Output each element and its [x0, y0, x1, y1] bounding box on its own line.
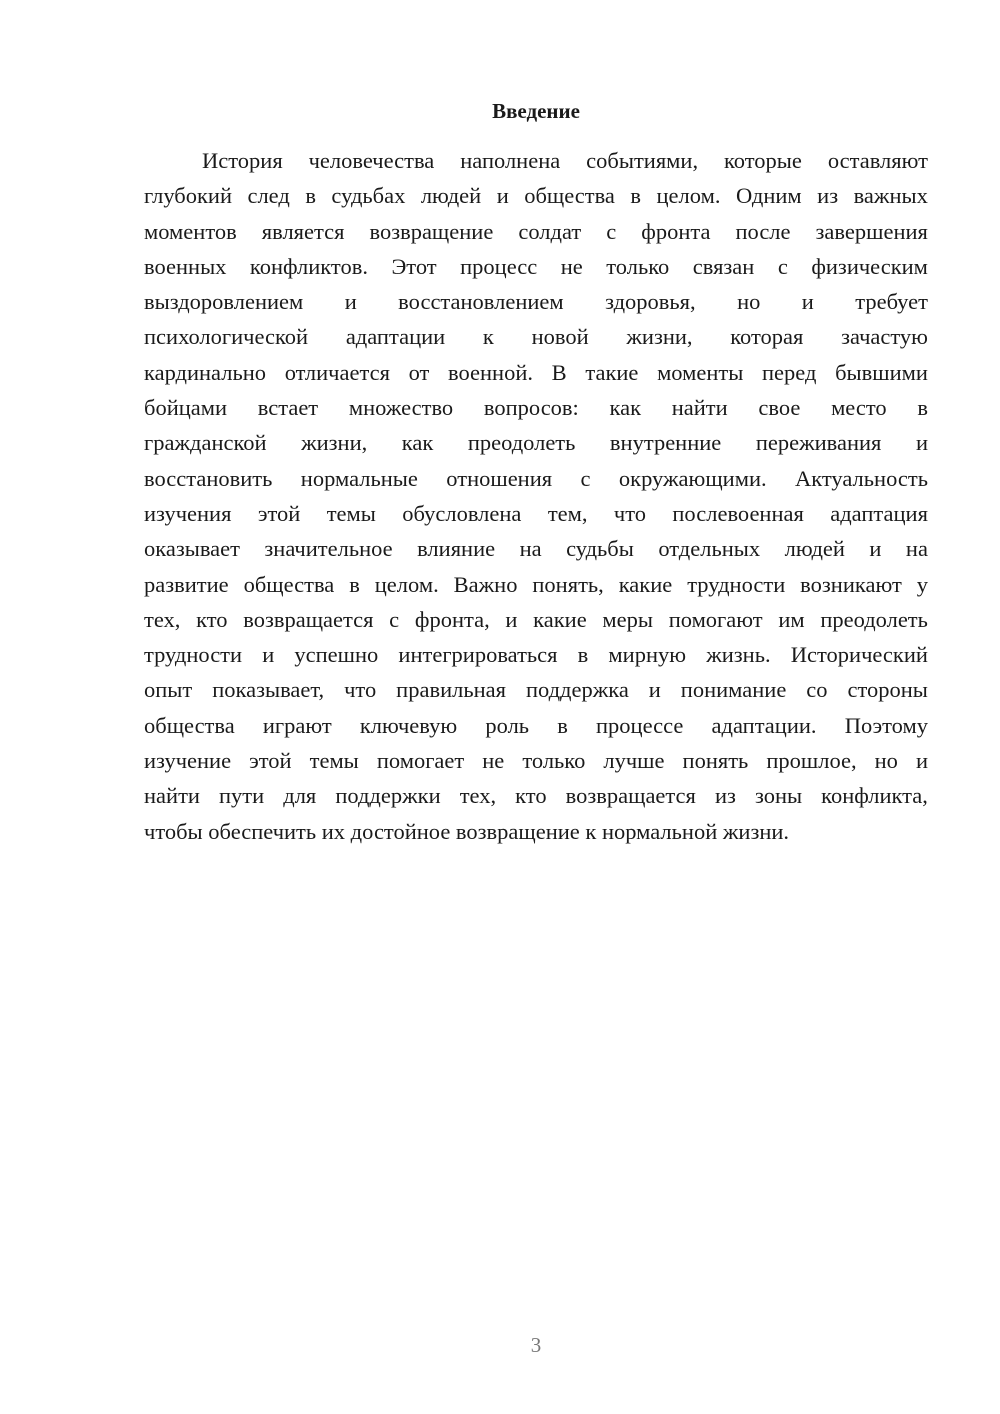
word: общества [243, 571, 335, 597]
word: преодолеть [820, 606, 928, 632]
word: развитие [144, 571, 229, 597]
word: понять, [532, 571, 604, 597]
word: зоны [754, 783, 803, 809]
word: и [869, 536, 882, 562]
word: возвращается [565, 783, 696, 809]
word: обусловлена [402, 500, 522, 526]
word: но [737, 289, 761, 315]
word: и [344, 289, 357, 315]
page-number: 3 [530, 1333, 542, 1357]
word: как [401, 430, 434, 456]
word: адаптации [345, 324, 446, 350]
word: завершения [815, 218, 928, 244]
word: из [714, 783, 736, 809]
word: бывшими [835, 359, 928, 385]
word: с [777, 253, 788, 279]
word: изучения [144, 500, 232, 526]
word: множество [348, 395, 454, 421]
word: роль [485, 712, 530, 738]
word: целом. [374, 571, 439, 597]
word: тем, [547, 500, 588, 526]
word: правильная [396, 677, 506, 703]
word: из [817, 183, 839, 209]
word: которые [724, 148, 802, 173]
paragraph-line [144, 355, 928, 390]
word: солдат [518, 218, 582, 244]
word: стороны [847, 677, 928, 703]
paragraph-line [144, 425, 928, 460]
word: что [344, 677, 377, 703]
word: мирную [608, 642, 687, 668]
word: какие [533, 606, 587, 632]
paragraph-last-line: чтобы обеспечить их достойное возвращение к нормальной жизни. [144, 818, 790, 844]
word: тех, [459, 783, 497, 809]
word: и [648, 677, 661, 703]
word: понимание [680, 677, 787, 703]
word: к [482, 324, 494, 350]
word: окружающими. [618, 465, 767, 491]
word: кардинально [144, 359, 267, 385]
word: возвращается [243, 606, 374, 632]
word: успешно [294, 642, 379, 668]
word: психологической [144, 324, 309, 350]
word: является [261, 218, 345, 244]
word: и [915, 748, 928, 774]
word: адаптация [830, 500, 928, 526]
word: и [801, 289, 814, 315]
word: внутренние [609, 430, 722, 456]
word: отдельных [658, 536, 761, 562]
word: как [609, 395, 642, 421]
word: вопросов: [483, 395, 579, 421]
word: Исторический [790, 642, 928, 668]
word: след [247, 183, 290, 209]
word: что [613, 500, 646, 526]
word: пути [219, 783, 265, 809]
word: важных [853, 183, 928, 209]
word: свое [758, 395, 801, 421]
paragraph-line [144, 637, 928, 672]
paragraph-line [144, 531, 928, 566]
word: новой [531, 324, 589, 350]
word: кто [515, 783, 547, 809]
word: общества [524, 183, 615, 209]
word: моменты [657, 359, 744, 385]
word: возникают [800, 571, 902, 597]
word: жизни, [301, 430, 368, 456]
word: жизнь. [706, 642, 771, 668]
word: и [915, 430, 928, 456]
word: с [606, 218, 617, 244]
paragraph-line [144, 214, 928, 249]
word: только [522, 748, 586, 774]
word: но [874, 748, 898, 774]
word: отношения [446, 465, 553, 491]
word: выздоровлением [144, 289, 304, 315]
word: процесс [460, 253, 538, 279]
word: связан [692, 253, 755, 279]
word: прошлое, [766, 748, 857, 774]
word: темы [309, 748, 359, 774]
word: фронта [641, 218, 711, 244]
word: здоровья, [605, 289, 696, 315]
word: трудности [687, 571, 786, 597]
word: влияние [417, 536, 496, 562]
word: оставляют [827, 148, 928, 173]
word: Важно [453, 571, 518, 597]
word: поддержка [525, 677, 629, 703]
word: адаптации. [711, 712, 817, 738]
paragraph-line [144, 390, 928, 425]
word: найти [671, 395, 728, 421]
word: фронта, [414, 606, 490, 632]
paragraph-line [144, 496, 928, 531]
word: играют [262, 712, 332, 738]
word: у [916, 571, 928, 597]
word: место [831, 395, 887, 421]
paragraph-line [144, 284, 928, 319]
word: на [519, 536, 542, 562]
word: наполнена [460, 148, 561, 173]
word: и [262, 642, 275, 668]
word: жизни, [626, 324, 693, 350]
word: В [551, 359, 567, 385]
word: помогает [376, 748, 465, 774]
word: преодолеть [467, 430, 576, 456]
word: не [482, 748, 505, 774]
word: встает [257, 395, 319, 421]
word: перед [762, 359, 817, 385]
paragraph-line [144, 672, 928, 707]
word: переживания [755, 430, 882, 456]
word: в [349, 571, 360, 597]
word: целом. [656, 183, 721, 209]
word: какие [618, 571, 673, 597]
word: от [408, 359, 430, 385]
word: людей [420, 183, 482, 209]
paragraph-line [144, 319, 928, 354]
word: кто [196, 606, 228, 632]
word: темы [326, 500, 376, 526]
word: нормальные [300, 465, 418, 491]
word: гражданской [144, 430, 267, 456]
word: лучше [603, 748, 665, 774]
word: показывает, [212, 677, 325, 703]
paragraph-line [144, 743, 928, 778]
paragraph-line [144, 567, 928, 602]
word: этой [249, 748, 292, 774]
word: общества [144, 712, 235, 738]
word: в [305, 183, 316, 209]
word: человечества [308, 148, 435, 173]
word: помогают [668, 606, 763, 632]
word: глубокий [144, 183, 232, 209]
word: опыт [144, 677, 193, 703]
paragraph-line [144, 461, 928, 496]
paragraph-line [144, 708, 928, 743]
word: История [202, 148, 283, 173]
word: со [806, 677, 828, 703]
page-heading: Введение [492, 99, 580, 123]
word: понять [682, 748, 749, 774]
word: которая [730, 324, 804, 350]
word: судьбах [331, 183, 406, 209]
word: процессе [596, 712, 684, 738]
word: возвращение [369, 218, 494, 244]
word: такие [585, 359, 639, 385]
word: этой [257, 500, 301, 526]
word: поддержки [335, 783, 441, 809]
word: людей [784, 536, 845, 562]
word: в [630, 183, 642, 209]
word: с [580, 465, 591, 491]
paragraph-line [144, 178, 928, 213]
word: восстановить [144, 465, 273, 491]
paragraph-line [144, 778, 928, 813]
word: только [606, 253, 670, 279]
word: и [505, 606, 518, 632]
word: Этот [391, 253, 437, 279]
word: Одним [735, 183, 802, 209]
paragraph-line [144, 249, 928, 284]
word: бойцами [144, 395, 228, 421]
word: зачастую [841, 324, 928, 350]
word: судьбы [566, 536, 634, 562]
word: восстановлением [398, 289, 564, 315]
word: в [917, 395, 928, 421]
word: значительное [264, 536, 393, 562]
word: военной. [448, 359, 534, 385]
word: послевоенная [672, 500, 804, 526]
word: трудности [144, 642, 243, 668]
word: и [496, 183, 509, 209]
word: интегрироваться [398, 642, 558, 668]
word: физическим [811, 253, 928, 279]
word: ключевую [359, 712, 458, 738]
word: в [577, 642, 589, 668]
word: моментов [144, 218, 237, 244]
word: тех, [144, 606, 181, 632]
word: найти [144, 783, 200, 809]
word: в [557, 712, 568, 738]
word: военных [144, 253, 227, 279]
word: оказывает [144, 536, 240, 562]
word: после [735, 218, 791, 244]
word: с [389, 606, 400, 632]
word: для [283, 783, 317, 809]
word: на [905, 536, 928, 562]
word: Актуальность [795, 465, 928, 491]
word: требует [855, 289, 928, 315]
word: меры [602, 606, 653, 632]
word: им [778, 606, 805, 632]
word: отличается [284, 359, 390, 385]
word: конфликта, [821, 783, 928, 809]
word: Поэтому [844, 712, 928, 738]
paragraph-line [144, 602, 928, 637]
word: изучение [144, 748, 232, 774]
paragraph-line [144, 143, 928, 178]
word: событиями, [586, 148, 699, 173]
word: конфликтов. [249, 253, 368, 279]
body-paragraph [144, 143, 928, 849]
word: не [560, 253, 583, 279]
